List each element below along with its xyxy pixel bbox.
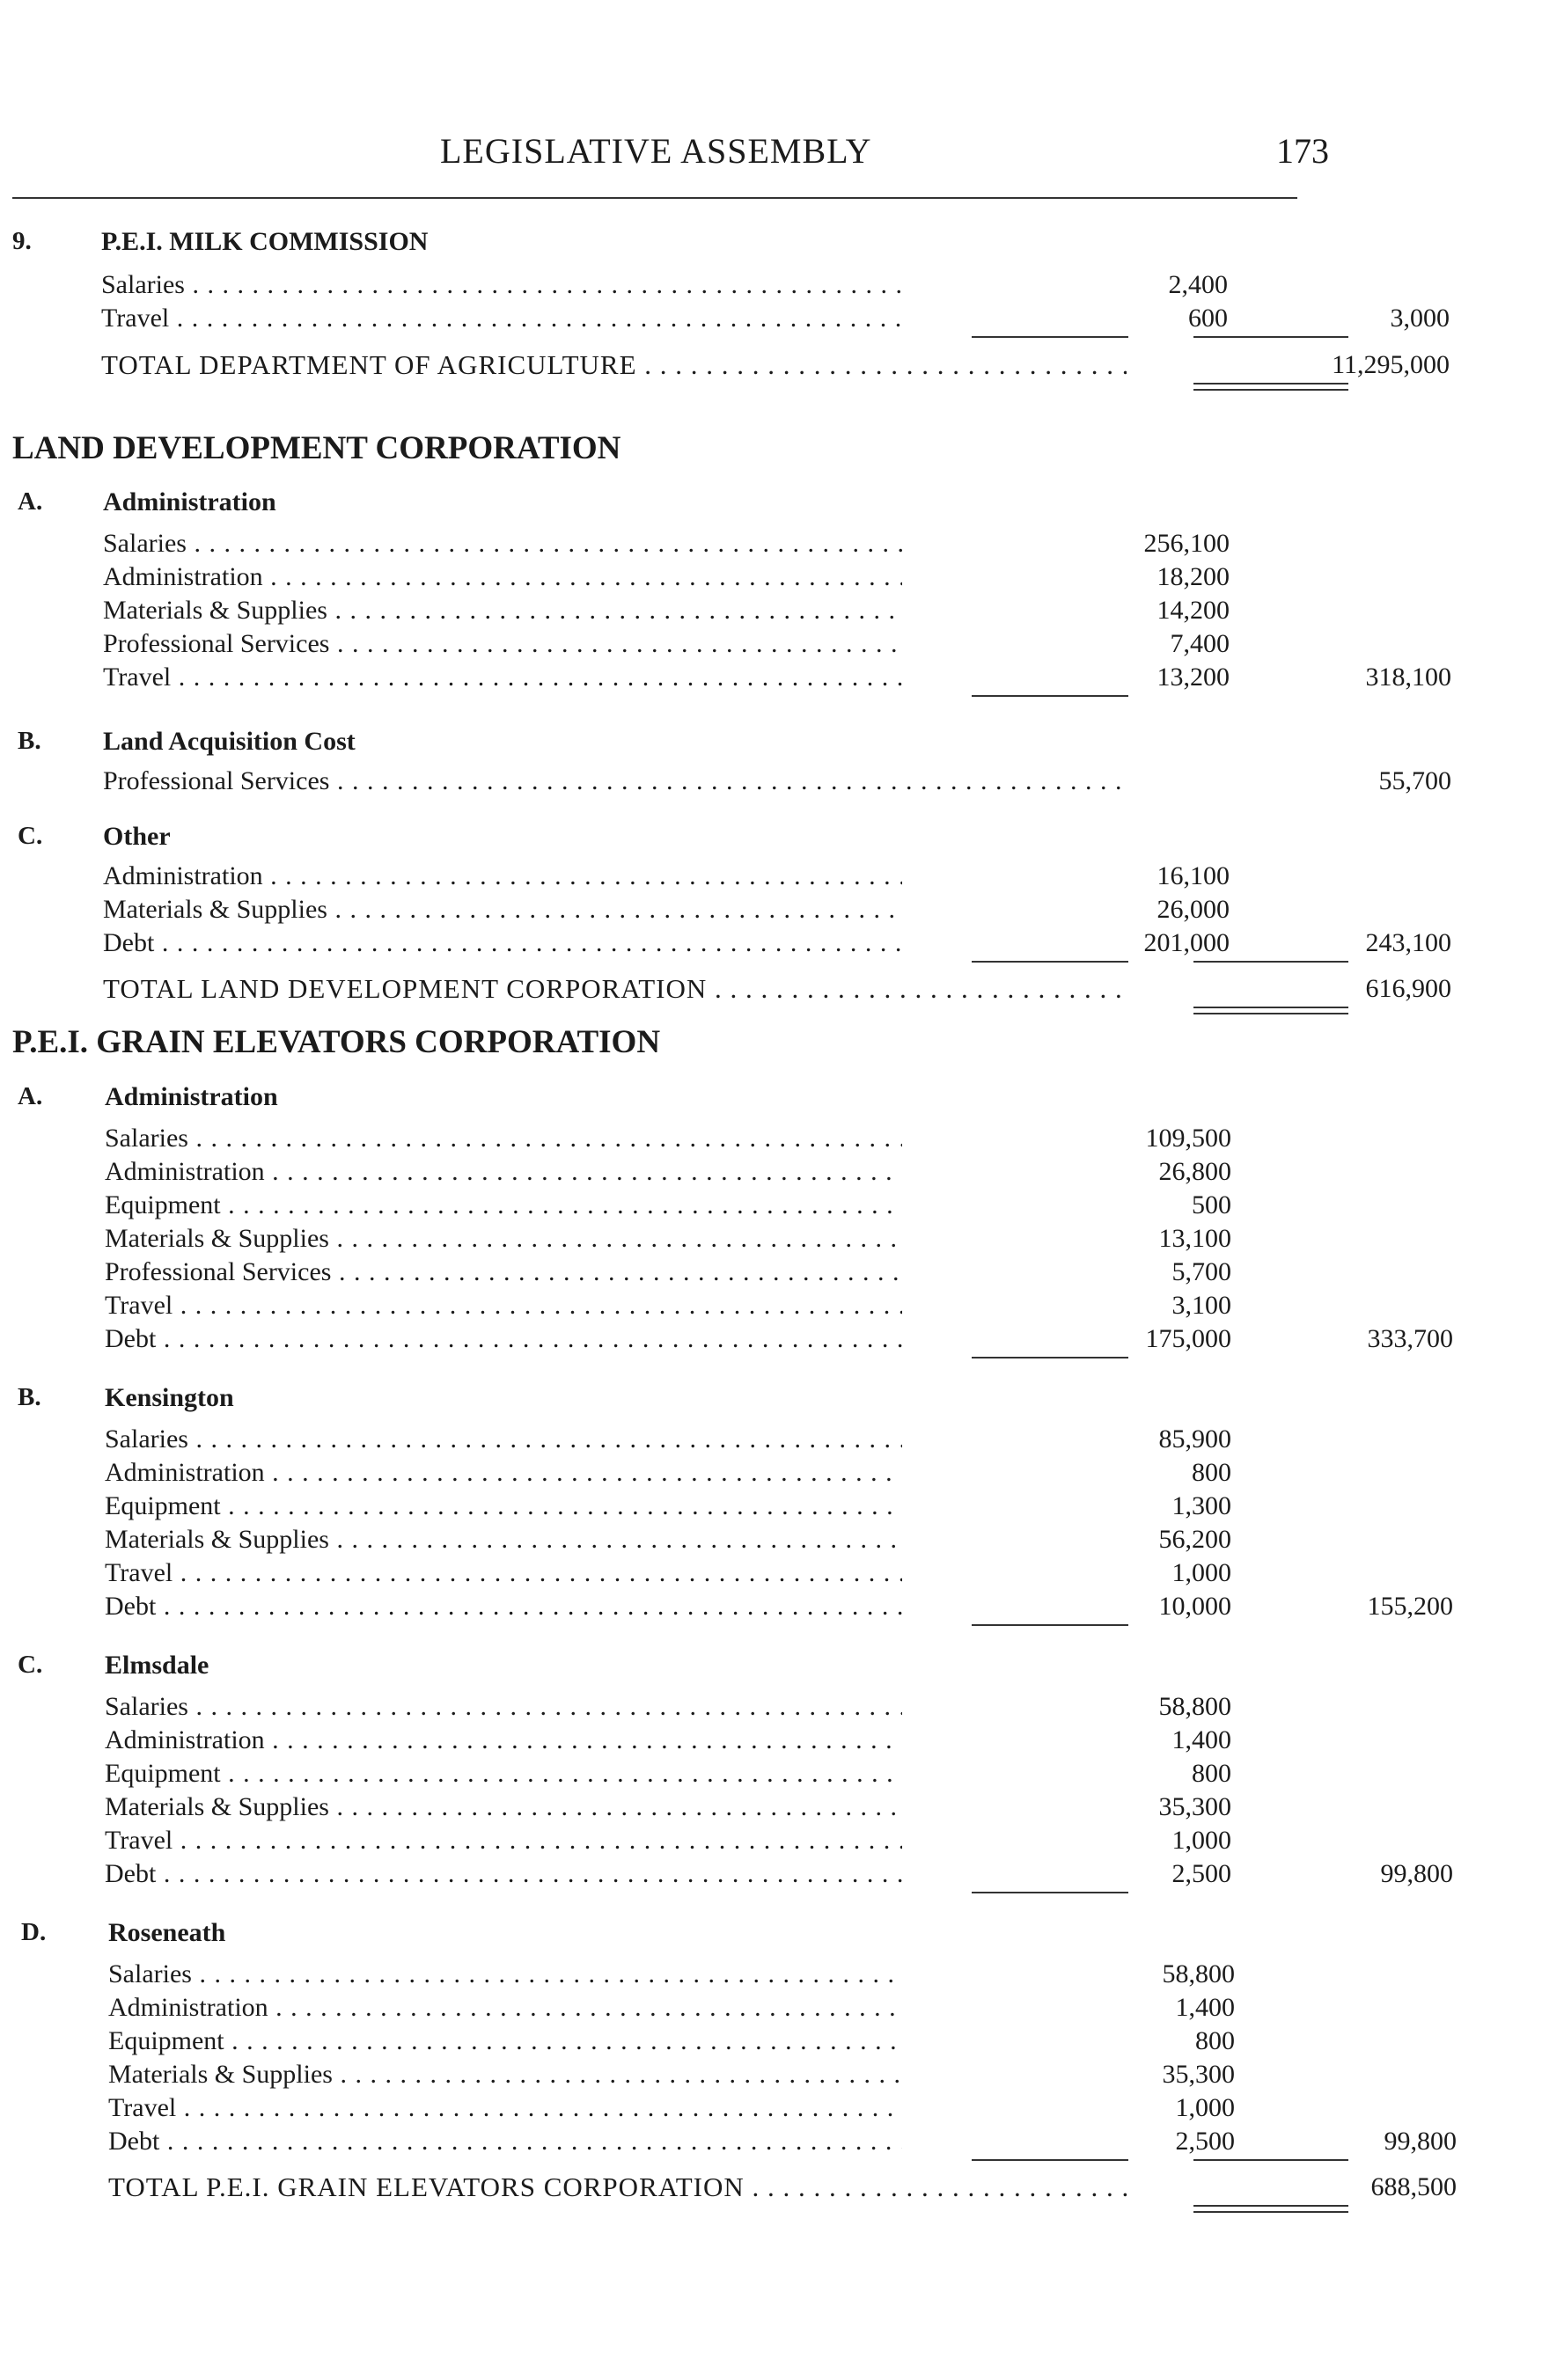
total-label: TOTAL LAND DEVELOPMENT CORPORATION . . . — [103, 973, 1128, 1007]
line-item-amount: 5,700 — [1171, 1257, 1231, 1286]
line-item-label: Materials & Supplies . . . — [105, 1524, 902, 1557]
subtotal-amount: 243,100 — [1365, 928, 1451, 957]
line-item-amount: 2,500 — [1175, 2127, 1235, 2156]
line-item-label: Debt . . . — [105, 1591, 902, 1624]
subsection-title: Administration — [105, 1082, 278, 1111]
line-item-amount: 800 — [1192, 1458, 1231, 1487]
subsection-title: Elmsdale — [105, 1651, 209, 1680]
subtotal-amount: 318,100 — [1365, 663, 1451, 692]
underline — [972, 2159, 1128, 2161]
total-amount: 616,900 — [1365, 974, 1451, 1003]
line-item-label: Salaries . . . — [103, 528, 902, 561]
line-item-amount: 35,300 — [1158, 1792, 1231, 1821]
line-item-amount: 7,400 — [1170, 629, 1230, 658]
line-item-amount: 2,500 — [1171, 1859, 1231, 1888]
line-item-label: Salaries . . . — [105, 1691, 902, 1725]
line-item-amount: 800 — [1192, 1759, 1231, 1788]
line-item-amount: 1,000 — [1171, 1826, 1231, 1855]
total-label: TOTAL DEPARTMENT OF AGRICULTURE . . . — [101, 349, 1127, 383]
line-item-amount: 13,100 — [1158, 1224, 1231, 1253]
underline — [972, 1892, 1128, 1893]
underline — [1193, 336, 1348, 338]
line-item-label: Salaries . . . — [105, 1123, 902, 1156]
line-item-label: Travel . . . — [105, 1557, 902, 1591]
line-item-label: Travel . . . — [103, 662, 902, 695]
underline — [972, 336, 1128, 338]
line-item-amount: 18,200 — [1156, 562, 1230, 591]
line-item-amount: 109,500 — [1145, 1124, 1231, 1153]
subsection-letter: D. — [21, 1918, 47, 1946]
line-item-amount: 85,900 — [1158, 1424, 1231, 1454]
section-title: P.E.I. MILK COMMISSION — [101, 227, 429, 256]
underline — [972, 1357, 1128, 1358]
line-item-label: Administration . . . — [105, 1725, 902, 1758]
subsection-letter: A. — [18, 487, 43, 516]
line-item-amount: 26,000 — [1156, 895, 1230, 924]
running-title: LEGISLATIVE ASSEMBLY — [440, 131, 872, 171]
line-item-label: Equipment . . . — [105, 1758, 902, 1791]
line-item-amount: 58,800 — [1158, 1692, 1231, 1721]
section-title: P.E.I. GRAIN ELEVATORS CORPORATION — [12, 1024, 661, 1060]
subsection-title: Roseneath — [108, 1918, 226, 1947]
line-item-label: Materials & Supplies . . . — [103, 894, 902, 927]
line-item-amount: 600 — [1188, 304, 1228, 333]
subsection-title: Administration — [103, 487, 276, 516]
total-amount: 688,500 — [1370, 2172, 1457, 2201]
total-amount: 11,295,000 — [1332, 350, 1450, 379]
line-item-amount: 56,200 — [1158, 1525, 1231, 1554]
line-item-amount: 1,400 — [1175, 1993, 1235, 2022]
line-item-amount: 35,300 — [1162, 2060, 1235, 2089]
line-item-label: Travel . . . — [105, 1290, 902, 1323]
header-rule — [12, 197, 1297, 199]
subtotal-amount: 99,800 — [1380, 1859, 1453, 1888]
line-item-amount: 3,100 — [1171, 1291, 1231, 1320]
line-item-label: Debt . . . — [103, 927, 902, 961]
subtotal-amount: 333,700 — [1367, 1324, 1453, 1353]
subsection-title: Other — [103, 822, 171, 851]
line-item-label: Materials & Supplies . . . — [103, 595, 902, 628]
subtotal-amount: 155,200 — [1367, 1592, 1453, 1621]
underline — [972, 961, 1128, 963]
line-item-amount: 1,000 — [1175, 2093, 1235, 2122]
line-item-amount: 58,800 — [1162, 1959, 1235, 1988]
double-underline — [1193, 383, 1348, 391]
subsection-letter: C. — [18, 822, 43, 850]
line-item-amount: 14,200 — [1156, 596, 1230, 625]
line-item-label: Travel . . . — [105, 1825, 902, 1858]
underline — [972, 1624, 1128, 1626]
line-item-amount: 10,000 — [1158, 1592, 1231, 1621]
double-underline — [1193, 1007, 1348, 1014]
line-item-label: Debt . . . — [105, 1858, 902, 1892]
line-item-amount: 175,000 — [1145, 1324, 1231, 1353]
section-title: LAND DEVELOPMENT CORPORATION — [12, 430, 621, 466]
subsection-letter: C. — [18, 1651, 43, 1679]
subsection-letter: A. — [18, 1082, 43, 1110]
subtotal-amount: 99,800 — [1384, 2127, 1457, 2156]
line-item-label: Administration . . . — [103, 561, 902, 595]
line-item-amount: 500 — [1192, 1190, 1231, 1219]
line-item-label: Materials & Supplies . . . — [105, 1223, 902, 1256]
total-label: TOTAL P.E.I. GRAIN ELEVATORS CORPORATION . . . — [108, 2171, 1129, 2205]
line-item-label: Travel . . . — [101, 303, 902, 336]
line-item-amount: 201,000 — [1143, 928, 1230, 957]
double-underline — [1193, 2205, 1348, 2213]
line-item-amount: 13,200 — [1156, 663, 1230, 692]
underline — [1193, 2159, 1348, 2161]
section-number: 9. — [12, 227, 32, 255]
subsection-title: Land Acquisition Cost — [103, 727, 356, 756]
underline — [1193, 961, 1348, 963]
page-number: 173 — [1276, 131, 1329, 171]
line-item-label: Materials & Supplies . . . — [105, 1791, 902, 1825]
subsection-letter: B. — [18, 727, 41, 755]
line-item-label: Administration . . . — [105, 1457, 902, 1490]
line-item-amount: 800 — [1195, 2026, 1235, 2055]
subtotal-amount: 55,700 — [1378, 766, 1451, 795]
subtotal-amount: 3,000 — [1390, 304, 1450, 333]
line-item-amount: 1,000 — [1171, 1558, 1231, 1587]
line-item-amount: 256,100 — [1143, 529, 1230, 558]
line-item-label: Administration . . . — [105, 1156, 902, 1190]
line-item-label: Equipment . . . — [108, 2025, 902, 2059]
line-item-amount: 1,400 — [1171, 1725, 1231, 1754]
line-item-label: Materials & Supplies . . . — [108, 2059, 902, 2092]
line-item-amount: 2,400 — [1168, 270, 1228, 299]
subsection-letter: B. — [18, 1383, 41, 1411]
line-item-label: Equipment . . . — [105, 1190, 902, 1223]
line-item-label: Debt . . . — [105, 1323, 902, 1357]
line-item-amount: 1,300 — [1171, 1491, 1231, 1520]
line-item-label: Professional Services . . . — [103, 765, 1128, 799]
subsection-title: Kensington — [105, 1383, 234, 1412]
line-item-label: Equipment . . . — [105, 1490, 902, 1524]
line-item-label: Professional Services . . . — [103, 628, 902, 662]
line-item-label: Administration . . . — [103, 860, 902, 894]
line-item-label: Salaries . . . — [108, 1959, 902, 1992]
line-item-label: Administration . . . — [108, 1992, 902, 2025]
line-item-amount: 26,800 — [1158, 1157, 1231, 1186]
line-item-label: Debt . . . — [108, 2126, 902, 2159]
line-item-label: Salaries . . . — [101, 269, 902, 303]
line-item-label: Salaries . . . — [105, 1424, 902, 1457]
underline — [972, 695, 1128, 697]
line-item-label: Professional Services . . . — [105, 1256, 902, 1290]
line-item-amount: 16,100 — [1156, 861, 1230, 890]
line-item-label: Travel . . . — [108, 2092, 902, 2126]
